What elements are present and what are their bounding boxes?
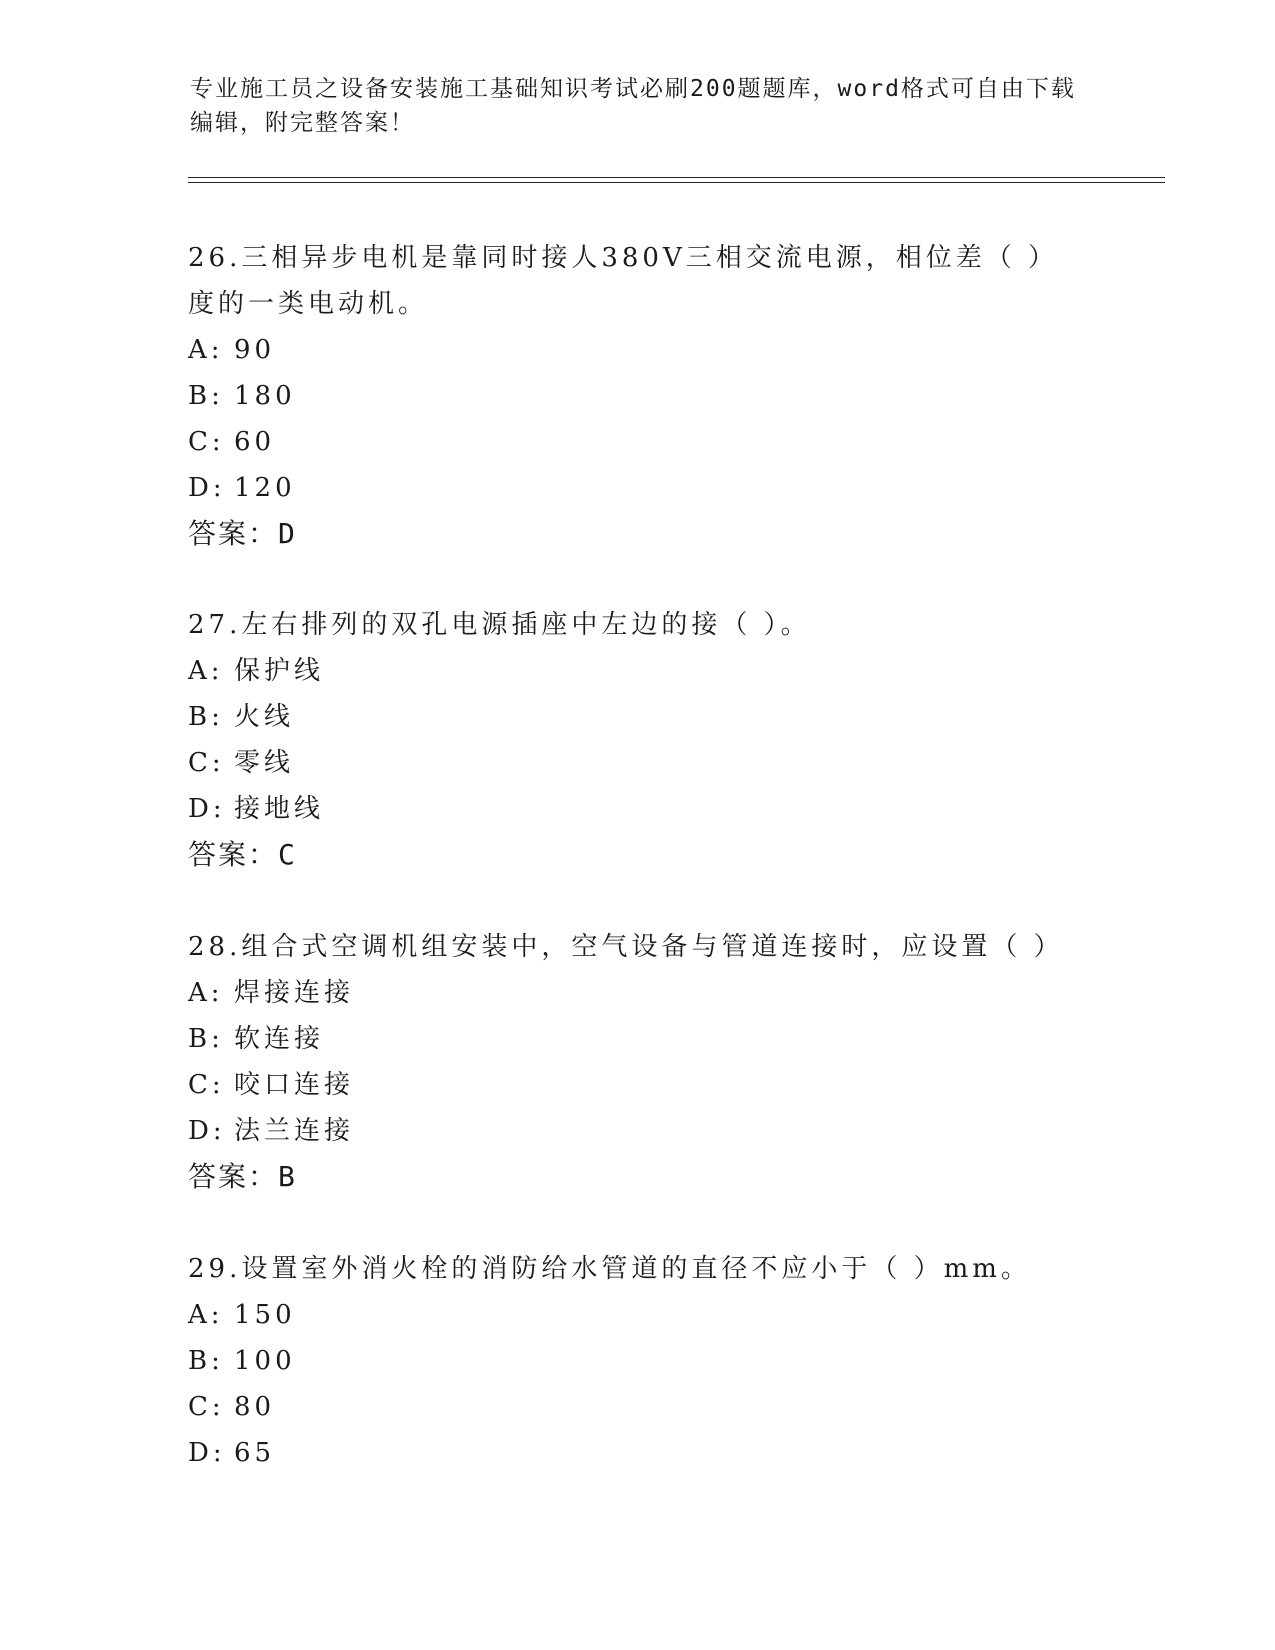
option-b <box>188 1016 1088 1062</box>
option-text: 接地线 <box>234 794 325 824</box>
option-text: 90 <box>234 335 276 365</box>
option-letter: D: <box>188 473 226 503</box>
option-letter: C: <box>188 427 225 457</box>
option-d <box>188 1108 1088 1154</box>
option-c <box>188 740 1088 786</box>
answer-label: 答案：D <box>188 517 297 550</box>
option-text: 软连接 <box>234 1024 325 1054</box>
option-b <box>188 1338 1088 1384</box>
option-a <box>188 648 1088 694</box>
option-text: 120 <box>234 473 296 503</box>
option-a <box>188 1292 1088 1338</box>
option-text: 保护线 <box>234 656 325 686</box>
question-26 <box>188 235 1088 557</box>
option-letter: B: <box>188 1346 224 1376</box>
answer-label: 答案：B <box>188 1160 297 1193</box>
option-letter: A: <box>188 1300 224 1330</box>
option-letter: D: <box>188 1438 226 1468</box>
option-d <box>188 786 1088 832</box>
option-letter: D: <box>188 1116 226 1146</box>
header-rule-top <box>188 177 1165 178</box>
option-text: 150 <box>234 1300 296 1330</box>
question-text: 27.左右排列的双孔电源插座中左边的接（ ）。 <box>188 610 811 640</box>
question-27 <box>188 602 1088 878</box>
option-letter: B: <box>188 381 224 411</box>
option-letter: A: <box>188 656 224 686</box>
option-a <box>188 970 1088 1016</box>
option-letter: C: <box>188 748 225 778</box>
question-text: 29.设置室外消火栓的消防给水管道的直径不应小于（ ）mm。 <box>188 1254 1031 1284</box>
option-letter: C: <box>188 1392 225 1422</box>
option-text: 100 <box>234 1346 296 1376</box>
option-text: 180 <box>234 381 296 411</box>
answer-label: 答案：C <box>188 838 297 871</box>
option-text: 80 <box>234 1392 276 1422</box>
option-d <box>188 465 1088 511</box>
option-letter: A: <box>188 335 224 365</box>
question-text: 26.三相异步电机是靠同时接人380V三相交流电源，相位差（ ）度的一类电动机。 <box>188 243 1059 319</box>
header-line-1: 专业施工员之设备安装施工基础知识考试必刷200题题库，word格式可自由下载 <box>190 76 1076 102</box>
option-d <box>188 1430 1088 1476</box>
option-letter: A: <box>188 978 224 1008</box>
option-text: 火线 <box>234 702 295 732</box>
option-c <box>188 1062 1088 1108</box>
option-letter: B: <box>188 1024 224 1054</box>
header-rule-bottom <box>188 182 1165 183</box>
question-28 <box>188 924 1088 1200</box>
document-header <box>190 72 1090 140</box>
option-letter: C: <box>188 1070 225 1100</box>
option-a <box>188 327 1088 373</box>
option-text: 60 <box>234 427 276 457</box>
header-line-2: 编辑，附完整答案！ <box>190 110 415 136</box>
option-c <box>188 419 1088 465</box>
option-b <box>188 694 1088 740</box>
option-text: 法兰连接 <box>234 1116 355 1146</box>
option-letter: B: <box>188 702 224 732</box>
option-text: 咬口连接 <box>234 1070 355 1100</box>
option-text: 65 <box>234 1438 276 1468</box>
question-29 <box>188 1246 1088 1476</box>
option-c <box>188 1384 1088 1430</box>
option-b <box>188 373 1088 419</box>
option-text: 零线 <box>234 748 295 778</box>
question-text: 28.组合式空调机组安装中，空气设备与管道连接时，应设置（ ） <box>188 932 1064 962</box>
option-text: 焊接连接 <box>234 978 355 1008</box>
option-letter: D: <box>188 794 226 824</box>
